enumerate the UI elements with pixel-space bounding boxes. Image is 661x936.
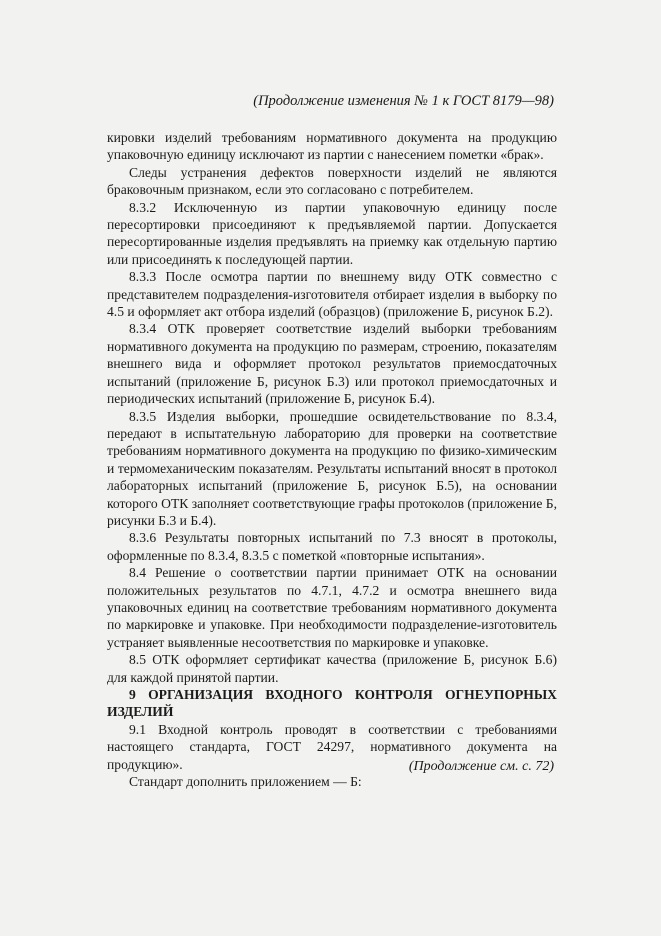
paragraph: 8.3.2 Исключенную из партии упаковочную единицу после пересортировки присоединяют к предъявляемой партии. Допускается пересортированные изделия предъявлять на приемку как отдельную партию или присоединять к последующей партии.	[107, 199, 557, 267]
page-header: (Продолжение изменения № 1 к ГОСТ 8179—98)	[253, 93, 554, 109]
paragraph: 9.1 Входной контроль проводят в соответствии с требованиями настоящего стандарта, ГОСТ 24297, нормативного документа на продукцию».	[107, 721, 557, 772]
paragraph: 8.4 Решение о соответствии партии принимает ОТК на основании положительных результатов по 4.7.1, 4.7.2 и осмотра внешнего вида упаковочных единиц на соответствие требованиям нормативного документа по маркировке и упаковке. При необходимости подразделение-изготовитель устраняет выявленные несоответствия по маркировке и упаковке.	[107, 565, 557, 650]
paragraph: 8.3.5 Изделия выборки, прошедшие освидетельствование по 8.3.4, передают в испытательную лабораторию для проверки на соответствие требованиям нормативного документа на продукцию по физико-химическим и термомеханическим показателям. Результаты испытаний вносят в протокол лабораторных испытаний (приложение Б, рисунок Б.5), на основании которого ОТК заполняет соответствующие графы протоколов (приложение Б, рисунки Б.3 и Б.4).	[107, 408, 557, 528]
paragraph: Следы устранения дефектов поверхности изделий не являются браковочным признаком, если это согласовано с потребителем.	[107, 164, 557, 198]
paragraph: Стандарт дополнить приложением — Б:	[129, 774, 362, 790]
paragraph: 8.5 ОТК оформляет сертификат качества (приложение Б, рисунок Б.6) для каждой принятой партии.	[107, 652, 557, 685]
section-heading: 9 ОРГАНИЗАЦИЯ ВХОДНОГО КОНТРОЛЯ ОГНЕУПОРНЫХ ИЗДЕЛИЙ	[107, 687, 557, 720]
paragraph: 8.3.6 Результаты повторных испытаний по 7.3 вносят в протоколы, оформленные по 8.3.4, 8.3.5 с пометкой «повторные испытания».	[107, 530, 557, 563]
body-text	[107, 129, 557, 790]
paragraph: 8.3.3 После осмотра партии по внешнему виду ОТК совместно с представителем подразделения-изготовителя отбирает изделия в выборку по 4.5 и оформляет акт отбора изделий (образцов) (приложение Б, рисунок Б.2).	[107, 269, 557, 320]
continuation-note: (Продолжение см. с. 72)	[408, 759, 554, 774]
paragraph: 8.3.4 ОТК проверяет соответствие изделий выборки требованиям нормативного документа на продукцию по размерам, строению, показателям внешнего вида и оформляет протокол результатов приемосдаточных испытаний (приложение Б, рисунок Б.3) или протокол приемосдаточных и периодических испытаний (приложение Б, рисунок Б.4).	[107, 321, 557, 407]
paragraph: кировки изделий требованиям нормативного документа на продукцию упаковочную единицу исключают из партии с нанесением пометки «брак».	[107, 130, 557, 163]
